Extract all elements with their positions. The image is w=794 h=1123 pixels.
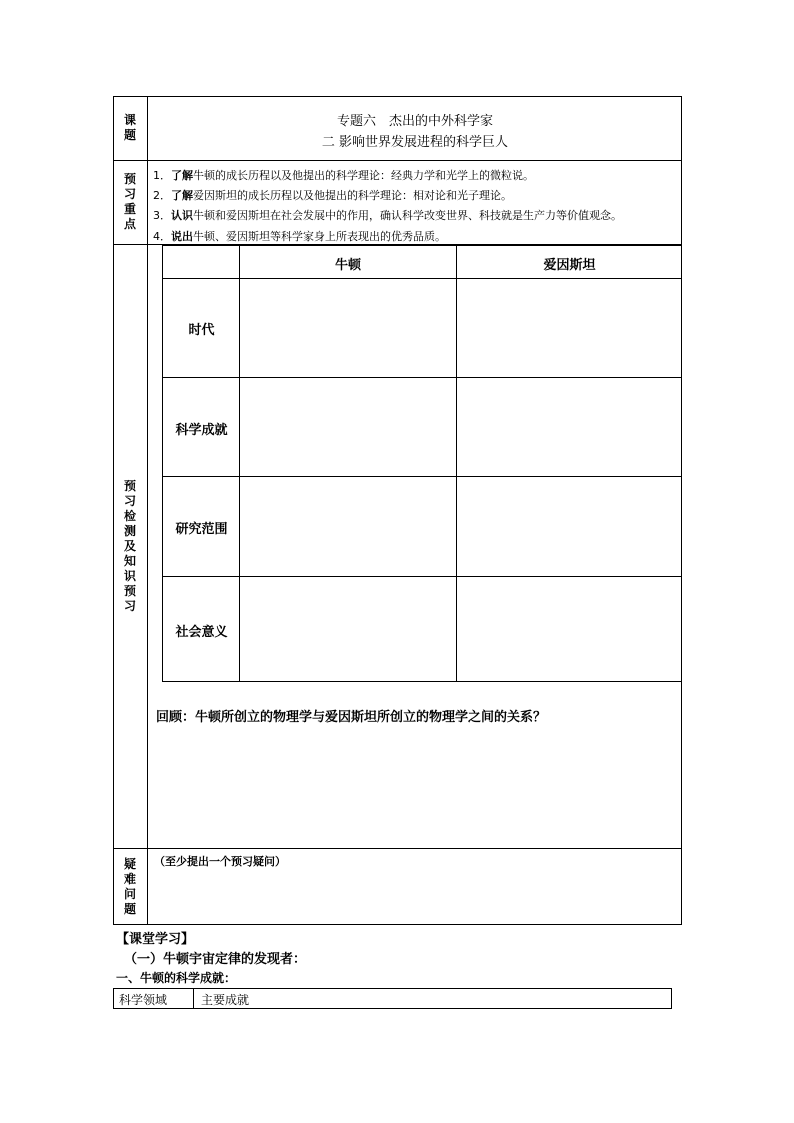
comparison-table <box>162 245 682 682</box>
preview-focus-label <box>113 160 147 244</box>
comparison-col-divider-1 <box>239 245 240 682</box>
achievements-header-field: 科学领域 <box>119 993 168 1007</box>
header-einstein: 爱因斯坦 <box>543 258 596 273</box>
achievements-table <box>113 988 672 1009</box>
label-char: 课 <box>123 113 136 127</box>
review-question: 回顾：牛顿所创立的物理学与爱因斯坦所创立的物理学之间的关系？ <box>156 710 547 725</box>
comparison-row-divider-3 <box>162 476 682 477</box>
label-char: 习 <box>123 493 136 508</box>
label-char: 题 <box>123 901 136 916</box>
row-label-social-significance: 社会意义 <box>175 625 228 640</box>
objective-4: 4．说出牛顿、爱因斯坦等科学家身上所表现出的优秀品质。 <box>153 230 446 243</box>
objective-3: 3．认识牛顿和爱因斯坦在社会发展中的作用，确认科学改变世界、科技就是生产力等价值观念。 <box>153 209 622 222</box>
classroom-subsection-1: 一、牛顿的科学成就： <box>116 971 237 985</box>
questions-label <box>113 848 147 925</box>
label-char: 预 <box>123 172 136 186</box>
label-char: 习 <box>123 187 136 201</box>
label-char: 难 <box>123 871 136 886</box>
comparison-row-divider-4 <box>162 576 682 577</box>
preview-check-label <box>113 244 147 848</box>
row-label-era: 时代 <box>188 323 215 338</box>
left-column-divider <box>147 96 148 925</box>
row-divider-3 <box>113 848 682 849</box>
row-label-research-scope: 研究范围 <box>175 522 228 537</box>
comparison-row-divider-1 <box>162 278 682 279</box>
label-char: 预 <box>123 478 136 493</box>
comparison-col-divider-2 <box>456 245 457 682</box>
comparison-row-divider-2 <box>162 377 682 378</box>
label-char: 疑 <box>123 856 136 871</box>
classroom-section-1: （一）牛顿宇宙定律的发现者： <box>124 952 307 967</box>
questions-hint: （至少提出一个预习疑问） <box>154 855 286 868</box>
label-char: 题 <box>123 128 136 142</box>
header-newton: 牛顿 <box>334 258 361 273</box>
row-label-achievements: 科学成就 <box>175 423 228 438</box>
topic-label <box>113 96 147 160</box>
lesson-subtitle: 二 影响世界发展进程的科学巨人 <box>321 135 509 150</box>
objective-2: 2．了解爱因斯坦的成长历程以及他提出的科学理论：相对论和光子理论。 <box>153 189 512 202</box>
label-char: 问 <box>123 886 136 901</box>
label-char: 点 <box>123 217 136 231</box>
label-char: 测 <box>123 523 136 538</box>
label-char: 预 <box>123 583 136 598</box>
label-char: 重 <box>123 202 136 216</box>
label-char: 检 <box>123 508 136 523</box>
achievements-col-divider <box>193 988 194 1009</box>
label-char: 及 <box>123 538 136 553</box>
label-char: 知 <box>123 553 136 568</box>
objective-1: 1．了解牛顿的成长历程以及他提出的科学理论：经典力学和光学上的微粒说。 <box>153 169 534 182</box>
achievements-header-main: 主要成就 <box>201 993 250 1007</box>
row-divider-1 <box>113 160 682 161</box>
label-char: 习 <box>123 598 136 613</box>
classroom-heading: 【课堂学习】 <box>116 932 195 947</box>
label-char: 识 <box>123 568 136 583</box>
lesson-title: 专题六 杰出的中外科学家 <box>336 114 493 129</box>
